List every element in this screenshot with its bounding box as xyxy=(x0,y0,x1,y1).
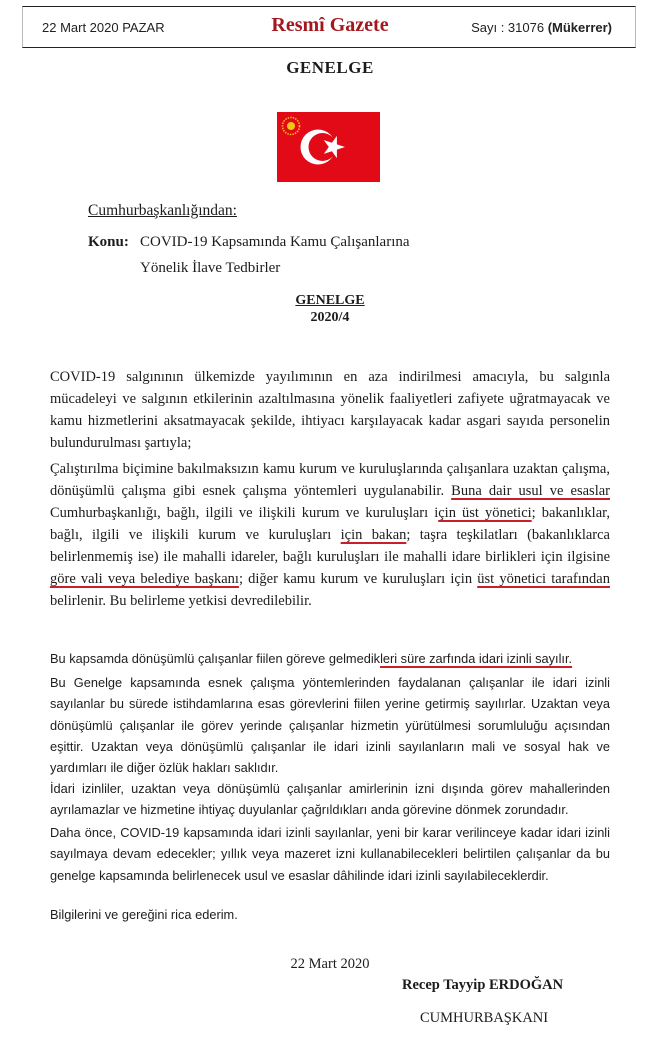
signer-first-name: Recep Tayyip xyxy=(402,977,490,993)
signer-title: CUMHURBAŞKANI xyxy=(420,1010,549,1026)
turkish-flag-icon xyxy=(277,112,380,182)
circular-number: 2020/4 xyxy=(310,310,350,325)
header-date: 22 Mart 2020 PAZAR xyxy=(42,20,165,35)
p2-text-a: Çalıştırılma biçimine bakılmaksızın kamu kurum ve kuruluşlarında çalışanlara uzaktan çalışma, dönüşümlü çalışma gibi esnek çalışma yöntemleri uygulanabilir. xyxy=(50,461,610,499)
subject-label: Konu: xyxy=(88,234,129,250)
subject-line-2: Yönelik İlave Tedbirler xyxy=(140,260,281,276)
issue-label: Sayı : 31076 xyxy=(471,20,545,35)
circular-title: GENELGE xyxy=(295,293,365,308)
paragraph-intro: COVID-19 salgınının ülkemizde yayılımının en aza indirilmesi amacıyla, bu salgınla mücadeleyi ve salgının etkilerinin azaltılmasına yönelik faaliyetleri zafiyete uğratmayacak ve kamu hizmetlerini aksatmayacak şekilde, ihtiyacı karşılayacak kadar asgari sayıda personelin bulundurulması şartıyla; xyxy=(50,369,610,451)
s1-highlight: leri süre zarfında idari izinli sayılır. xyxy=(380,651,573,666)
p2-text-i: ; diğer kamu kurum ve kuruluşları için xyxy=(238,571,478,587)
gazette-title: Resmî Gazete xyxy=(271,14,389,36)
subject-line-1 xyxy=(88,229,508,255)
paragraph-closing: Bilgilerini ve gereğini rica ederim. xyxy=(50,907,238,922)
signature-date: 22 Mart 2020 xyxy=(290,956,370,972)
issuing-authority: Cumhurbaşkanlığından: xyxy=(88,202,237,219)
circular-heading xyxy=(0,292,660,326)
p2-highlight-vali: göre vali veya belediye başkanı xyxy=(50,571,239,587)
signer-last-name: ERDOĞAN xyxy=(489,977,564,993)
signer-name xyxy=(402,977,563,994)
paragraph-previous-leave: Daha önce, COVID-19 kapsamında idari izinli sayılanlar, yeni bir karar verilinceye kadar idari izinli sayılmaya devam edecekler; yıllık veya mazeret izni kullanabilecekleri belirtilen çalışanlar da bu genelge kapsamında belirlenecek usul ve esaslar dâhilinde idari izinli sayılabileceklerdir. xyxy=(50,825,610,883)
p2-highlight-ust-yonetici-2: üst yönetici tarafından xyxy=(477,571,610,587)
p2-text-c: Cumhurbaşkanlığı, bağlı, ilgili ve ilişkili kurum ve kuruluşları i xyxy=(50,505,439,521)
s1-text-a: Bu kapsamda dönüşümlü çalışanlar fiilen göreve gelmedik xyxy=(50,651,381,666)
subject-block xyxy=(88,229,508,281)
paragraph-flexible-work xyxy=(50,458,610,612)
paragraph-duties: Bu Genelge kapsamında esnek çalışma yöntemlerinden faydalanan çalışanlar ile idari izinli sayılanlar bu sürede istihdamlarına esas görevlerini fiilen yerine getirmiş sayılırlar. Uzaktan veya dönüşümlü çalışanlar ile görev yerinde çalışanlar hizmetin yürütülmesi sorumluluğu açısından eşittir. Uzaktan veya dönüşümlü çalışanlar ile idari izinli sayılanların mali ve sosyal hak ve yardımları ile diğer özlük hakları saklıdır. xyxy=(50,675,610,776)
p2-highlight-usul: Buna dair usul ve esaslar xyxy=(451,483,610,499)
p2-text-g: ; taşra teşkilatları (bakanlıklarca belirlenmemiş ise) ile mahalli idareler, bağlı kuruluşları ile mahalli idare birlikleri için ilgisine xyxy=(50,527,610,565)
paragraph-on-call: İdari izinliler, uzaktan veya dönüşümlü çalışanlar amirlerinin izni dışında görev mahallerinden ayrılamazlar ve hizmetine ihtiyaç duyulanlar çağrıldıkları anda görevine dönmek zorundadır. xyxy=(50,781,610,818)
paragraph-administrative-leave xyxy=(50,648,610,669)
p2-text-e: ; bakanlıklar, bağlı, ilgili ve ilişkili kurum ve kuruluşları xyxy=(50,505,611,543)
issue-extra: (Mükerrer) xyxy=(547,20,612,35)
subject-text-1: COVID-19 Kapsamında Kamu Çalışanlarına xyxy=(140,234,410,250)
p2-highlight-bakan: için bakan xyxy=(340,527,407,543)
p2-text-k: belirlenir. Bu belirleme yetkisi devredilebilir. xyxy=(50,593,312,609)
p2-highlight-ust-yonetici: çin üst yönetici xyxy=(438,505,532,521)
issue-number xyxy=(471,20,612,35)
document-title: GENELGE xyxy=(286,58,374,77)
